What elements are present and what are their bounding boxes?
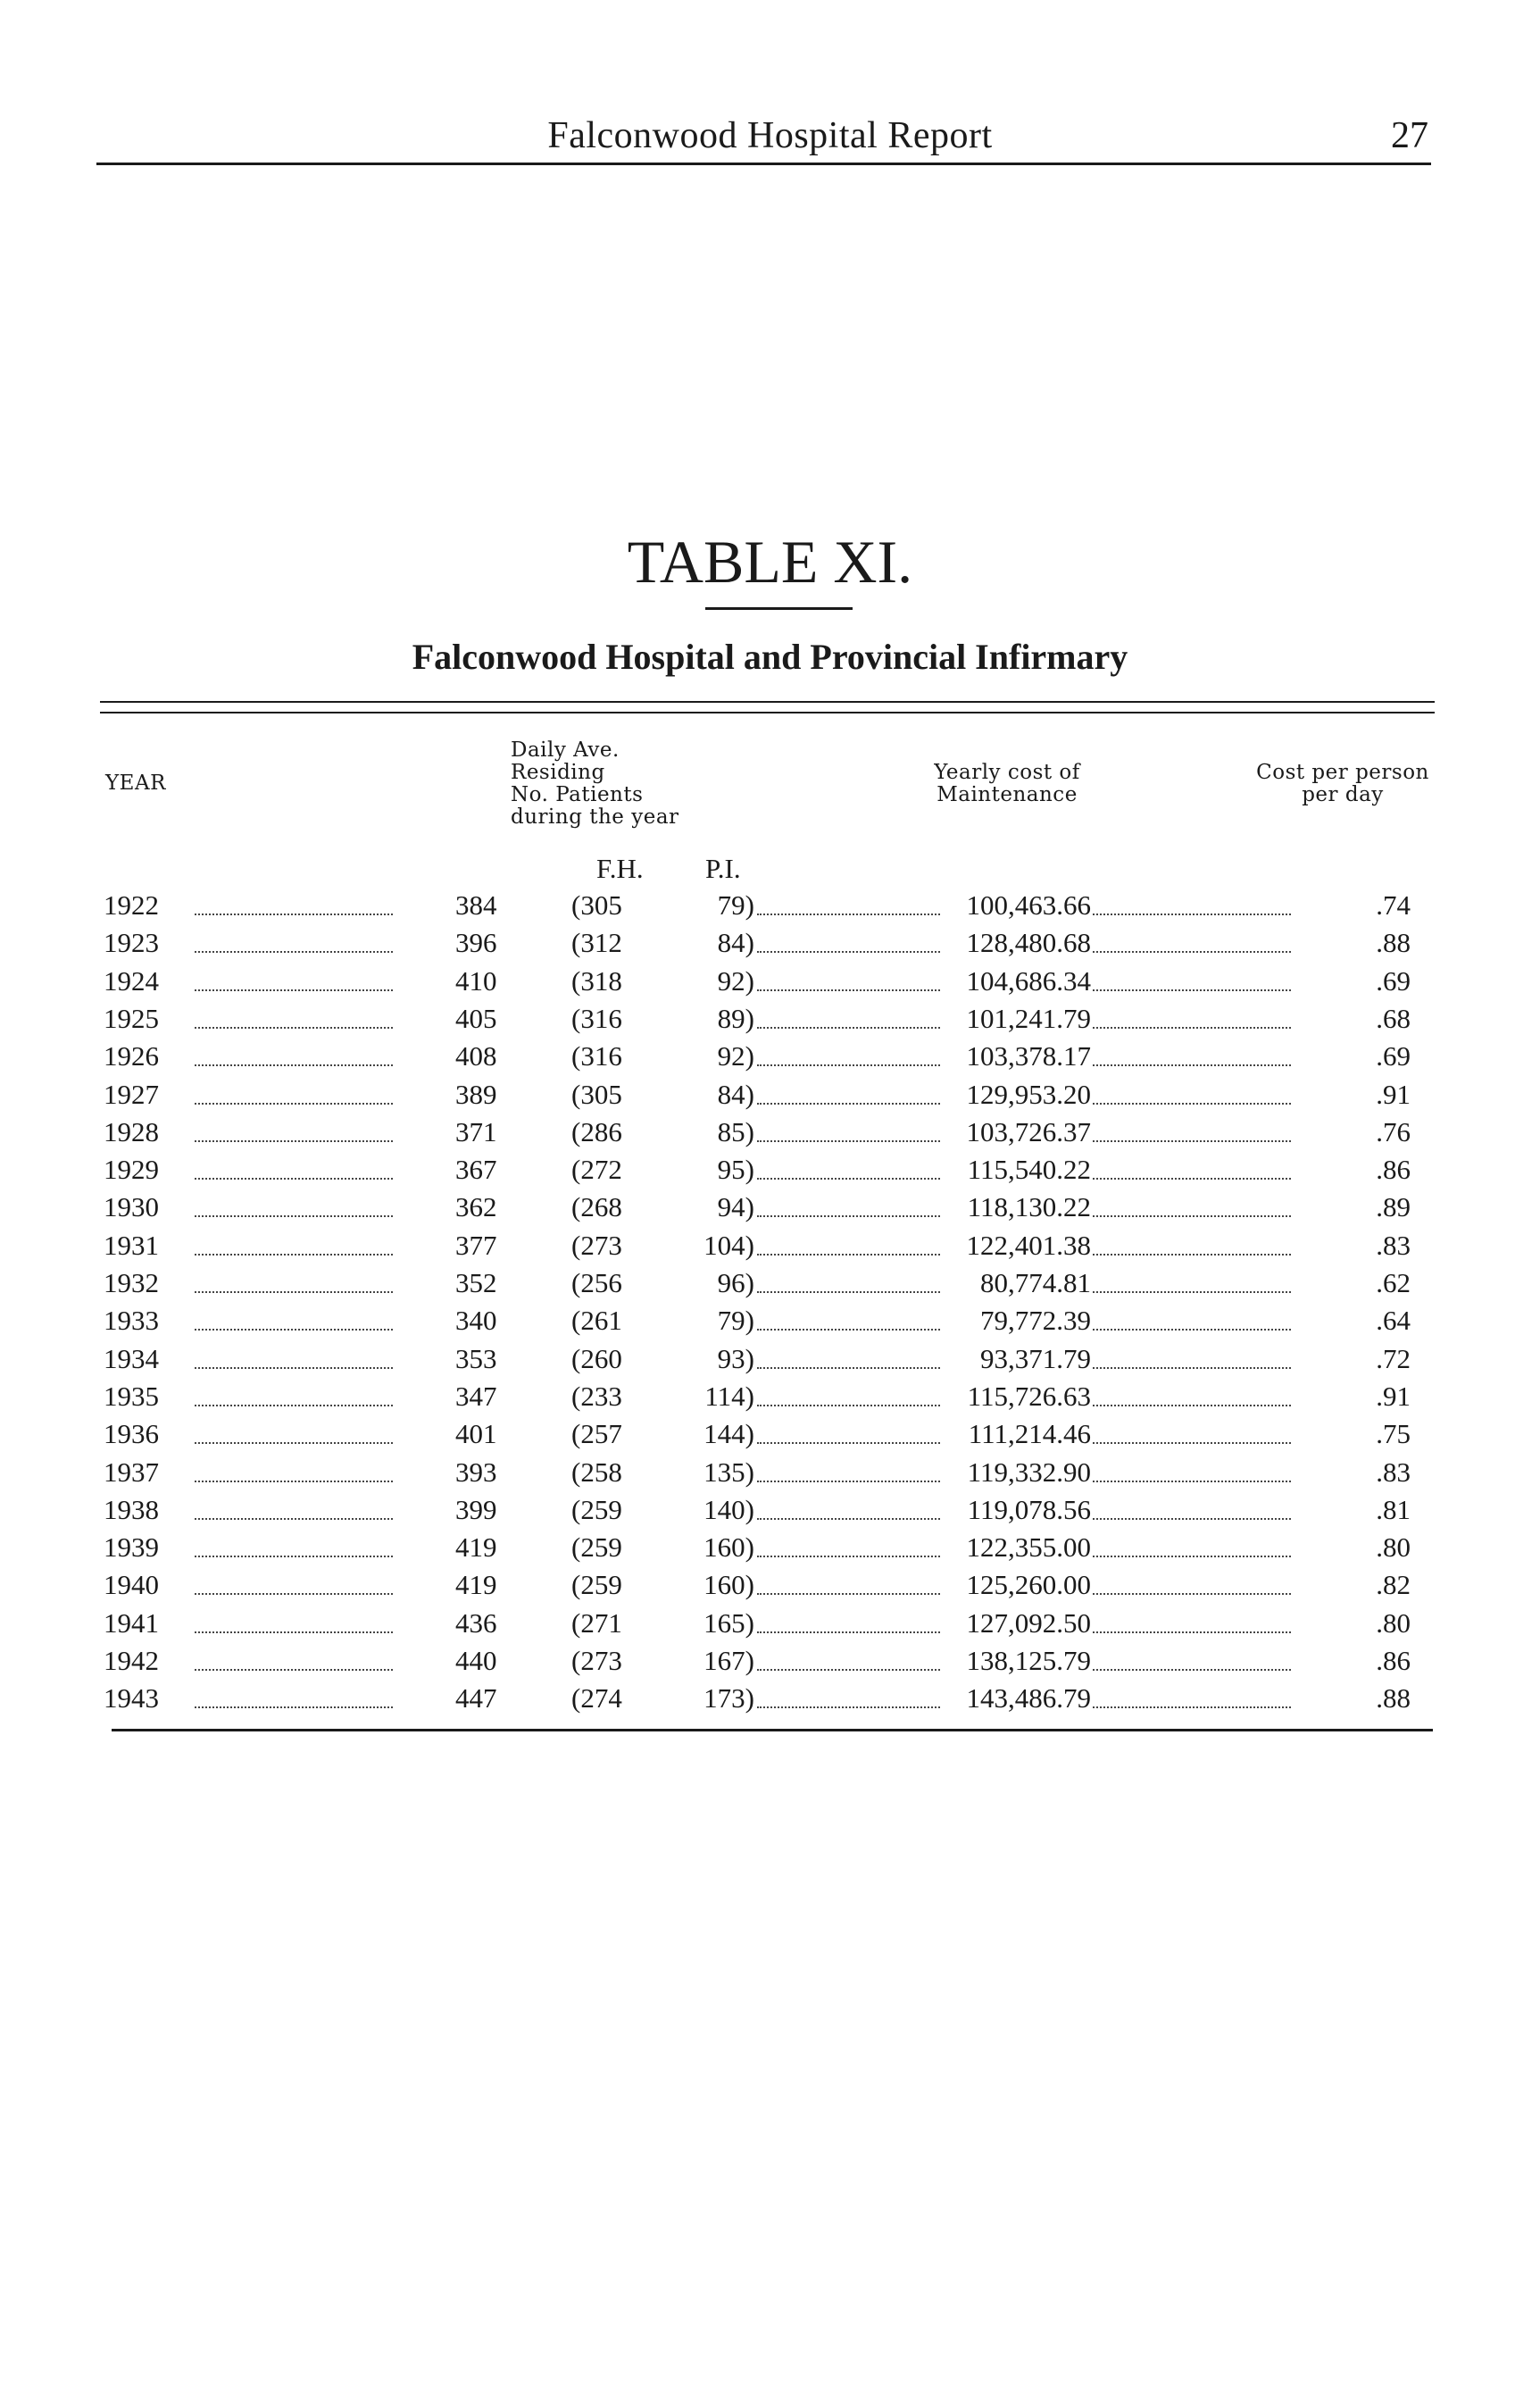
table-row (0, 1114, 1540, 1151)
daily-average-cell: 393 (455, 1456, 497, 1488)
pi-cell: 79) (717, 889, 754, 921)
table-title: TABLE XI. (627, 528, 913, 596)
cost-per-day-cell: .62 (1376, 1267, 1411, 1298)
pi-cell: 84) (717, 1078, 754, 1110)
year-cell: 1923 (104, 927, 159, 959)
yearly-cost-cell: 79,772.39 (980, 1305, 1091, 1337)
pi-cell: 94) (717, 1191, 754, 1223)
yearly-cost-cell: 119,078.56 (967, 1493, 1091, 1525)
table-row (0, 924, 1540, 962)
daily-average-cell: 419 (455, 1531, 497, 1564)
fh-cell: (312 (571, 927, 622, 959)
table-row (0, 1605, 1540, 1642)
column-header-line: No. Patients (511, 783, 644, 806)
daily-average-cell: 399 (455, 1493, 497, 1525)
column-header-line: Cost per person (1256, 761, 1429, 784)
dot-leader (757, 1605, 940, 1633)
daily-average-cell: 352 (455, 1267, 497, 1298)
dot-leader (757, 1189, 940, 1217)
dot-leader (195, 924, 393, 953)
column-header-line: Maintenance (936, 783, 1078, 806)
pi-cell: 93) (717, 1342, 754, 1374)
dot-leader (1093, 1076, 1291, 1105)
yearly-cost-cell: 118,130.22 (967, 1191, 1091, 1223)
year-cell: 1934 (104, 1342, 159, 1374)
pi-cell: 140) (703, 1493, 754, 1525)
daily-average-cell: 347 (455, 1380, 497, 1412)
dot-leader (1093, 1378, 1291, 1406)
dot-leader (195, 1151, 393, 1180)
year-cell: 1922 (104, 889, 159, 921)
dot-leader (1093, 887, 1291, 915)
dot-leader (757, 1151, 940, 1180)
title-rule (705, 607, 853, 610)
year-cell: 1931 (104, 1229, 159, 1261)
year-cell: 1938 (104, 1493, 159, 1525)
dot-leader (757, 1566, 940, 1595)
year-cell: 1941 (104, 1606, 159, 1639)
dot-leader (757, 1302, 940, 1331)
dot-leader (1093, 1566, 1291, 1595)
cost-per-day-cell: .81 (1376, 1493, 1411, 1525)
pi-cell: 114) (704, 1380, 754, 1412)
fh-cell: (286 (571, 1115, 622, 1147)
dot-leader (195, 1227, 393, 1256)
pi-cell: 104) (703, 1229, 754, 1261)
cost-per-day-cell: .86 (1376, 1645, 1411, 1676)
dot-leader (757, 887, 940, 915)
dot-leader (195, 1454, 393, 1482)
fh-cell: (316 (571, 1002, 622, 1034)
yearly-cost-cell: 122,401.38 (966, 1229, 1091, 1261)
sub-header-pi: P.I. (705, 853, 741, 884)
dot-leader (757, 1076, 940, 1105)
year-cell: 1926 (104, 1040, 159, 1072)
dot-leader (195, 1378, 393, 1406)
dot-leader (195, 887, 393, 915)
year-cell: 1928 (104, 1115, 159, 1147)
table-row (0, 1340, 1540, 1378)
year-cell: 1933 (104, 1305, 159, 1337)
cost-per-day-cell: .88 (1376, 1682, 1411, 1714)
dot-leader (1093, 1529, 1291, 1557)
dot-leader (195, 963, 393, 991)
daily-average-cell: 419 (455, 1569, 497, 1601)
column-header-line: Yearly cost of (934, 761, 1080, 784)
year-cell: 1927 (104, 1078, 159, 1110)
cost-per-day-cell: .68 (1376, 1002, 1411, 1034)
table-row (0, 1378, 1540, 1415)
daily-average-cell: 371 (455, 1115, 497, 1147)
fh-cell: (273 (571, 1229, 622, 1261)
fh-cell: (259 (571, 1493, 622, 1525)
fh-cell: (258 (571, 1456, 622, 1488)
table-top-rule (100, 701, 1435, 703)
fh-cell: (271 (571, 1606, 622, 1639)
dot-leader (757, 1378, 940, 1406)
header-rule (96, 163, 1431, 165)
table-row (0, 1566, 1540, 1604)
fh-cell: (256 (571, 1267, 622, 1298)
year-cell: 1942 (104, 1645, 159, 1676)
dot-leader (1093, 1264, 1291, 1293)
dot-leader (757, 1680, 940, 1708)
dot-leader (1093, 1227, 1291, 1256)
cost-per-day-cell: .80 (1376, 1531, 1411, 1564)
daily-average-cell: 408 (455, 1040, 497, 1072)
daily-average-cell: 340 (455, 1305, 497, 1337)
pi-cell: 95) (717, 1154, 754, 1186)
dot-leader (1093, 1151, 1291, 1180)
table-row (0, 1076, 1540, 1114)
year-cell: 1937 (104, 1456, 159, 1488)
pi-cell: 79) (717, 1305, 754, 1337)
yearly-cost-cell: 111,214.46 (968, 1418, 1091, 1450)
pi-cell: 167) (703, 1645, 754, 1676)
pi-cell: 165) (703, 1606, 754, 1639)
daily-average-cell: 367 (455, 1154, 497, 1186)
table-row (0, 1227, 1540, 1264)
yearly-cost-cell: 128,480.68 (966, 927, 1091, 959)
dot-leader (195, 1038, 393, 1066)
table-row (0, 1264, 1540, 1302)
dot-leader (195, 1189, 393, 1217)
cost-per-day-cell: .83 (1376, 1229, 1411, 1261)
yearly-cost-cell: 138,125.79 (966, 1645, 1091, 1676)
table-row (0, 1680, 1540, 1717)
column-header-yearly-cost (909, 762, 1105, 806)
table-row (0, 1038, 1540, 1075)
daily-average-cell: 362 (455, 1191, 497, 1223)
dot-leader (195, 1605, 393, 1633)
pi-cell: 89) (717, 1002, 754, 1034)
column-header-line: during the year (511, 805, 679, 829)
yearly-cost-cell: 127,092.50 (966, 1606, 1091, 1639)
column-header-line: per day (1302, 783, 1384, 806)
cost-per-day-cell: .88 (1376, 927, 1411, 959)
dot-leader (1093, 1454, 1291, 1482)
dot-leader (757, 1114, 940, 1142)
dot-leader (1093, 1038, 1291, 1066)
daily-average-cell: 396 (455, 927, 497, 959)
year-cell: 1932 (104, 1267, 159, 1298)
dot-leader (1093, 1302, 1291, 1331)
dot-leader (1093, 1680, 1291, 1708)
column-header-daily-average (511, 739, 679, 829)
pi-cell: 92) (717, 964, 754, 997)
table-row (0, 1189, 1540, 1226)
dot-leader (1093, 1340, 1291, 1369)
yearly-cost-cell: 100,463.66 (966, 889, 1091, 921)
table-subtitle: Falconwood Hospital and Provincial Infirmary (412, 637, 1128, 677)
sub-header-fh: F.H. (596, 853, 644, 884)
running-header: Falconwood Hospital Report (547, 115, 993, 156)
table-bottom-rule (112, 1729, 1433, 1731)
fh-cell: (274 (571, 1682, 622, 1714)
dot-leader (757, 1340, 940, 1369)
table-row (0, 1454, 1540, 1491)
dot-leader (1093, 1189, 1291, 1217)
table-row (0, 1151, 1540, 1189)
year-cell: 1939 (104, 1531, 159, 1564)
yearly-cost-cell: 80,774.81 (980, 1267, 1091, 1298)
yearly-cost-cell: 93,371.79 (980, 1342, 1091, 1374)
dot-leader (195, 1000, 393, 1029)
dot-leader (1093, 1415, 1291, 1444)
dot-leader (757, 1000, 940, 1029)
pi-cell: 160) (703, 1569, 754, 1601)
dot-leader (195, 1340, 393, 1369)
dot-leader (757, 1227, 940, 1256)
daily-average-cell: 377 (455, 1229, 497, 1261)
dot-leader (195, 1566, 393, 1595)
yearly-cost-cell: 115,726.63 (967, 1380, 1091, 1412)
dot-leader (757, 1264, 940, 1293)
dot-leader (757, 1642, 940, 1671)
column-header-line: Daily Ave. (511, 738, 620, 762)
pi-cell: 84) (717, 927, 754, 959)
dot-leader (757, 1038, 940, 1066)
fh-cell: (273 (571, 1645, 622, 1676)
fh-cell: (233 (571, 1380, 622, 1412)
dot-leader (195, 1642, 393, 1671)
dot-leader (757, 1415, 940, 1444)
cost-per-day-cell: .82 (1376, 1569, 1411, 1601)
dot-leader (195, 1491, 393, 1520)
cost-per-day-cell: .69 (1376, 964, 1411, 997)
year-cell: 1940 (104, 1569, 159, 1601)
cost-per-day-cell: .76 (1376, 1115, 1411, 1147)
fh-cell: (257 (571, 1418, 622, 1450)
dot-leader (757, 924, 940, 953)
table-row (0, 1415, 1540, 1453)
table-top-rule-inner (100, 712, 1435, 713)
pi-cell: 173) (703, 1682, 754, 1714)
column-header-line: Residing (511, 761, 605, 784)
dot-leader (1093, 1114, 1291, 1142)
cost-per-day-cell: .83 (1376, 1456, 1411, 1488)
table-row (0, 1529, 1540, 1566)
daily-average-cell: 353 (455, 1342, 497, 1374)
dot-leader (1093, 1605, 1291, 1633)
dot-leader (757, 1454, 940, 1482)
pi-cell: 160) (703, 1531, 754, 1564)
pi-cell: 135) (703, 1456, 754, 1488)
table-row (0, 1302, 1540, 1339)
cost-per-day-cell: .91 (1376, 1078, 1411, 1110)
fh-cell: (305 (571, 1078, 622, 1110)
dot-leader (757, 1529, 940, 1557)
dot-leader (195, 1076, 393, 1105)
daily-average-cell: 384 (455, 889, 497, 921)
table-row (0, 963, 1540, 1000)
fh-cell: (272 (571, 1154, 622, 1186)
yearly-cost-cell: 119,332.90 (967, 1456, 1091, 1488)
fh-cell: (318 (571, 964, 622, 997)
dot-leader (757, 1491, 940, 1520)
yearly-cost-cell: 115,540.22 (967, 1154, 1091, 1186)
table-row (0, 887, 1540, 924)
daily-average-cell: 410 (455, 964, 497, 997)
dot-leader (195, 1264, 393, 1293)
daily-average-cell: 440 (455, 1645, 497, 1676)
yearly-cost-cell: 103,726.37 (966, 1115, 1091, 1147)
table-row (0, 1000, 1540, 1038)
daily-average-cell: 401 (455, 1418, 497, 1450)
yearly-cost-cell: 125,260.00 (966, 1569, 1091, 1601)
pi-cell: 144) (703, 1418, 754, 1450)
year-cell: 1924 (104, 964, 159, 997)
dot-leader (1093, 1000, 1291, 1029)
daily-average-cell: 405 (455, 1002, 497, 1034)
cost-per-day-cell: .72 (1376, 1342, 1411, 1374)
table-row (0, 1642, 1540, 1680)
year-cell: 1929 (104, 1154, 159, 1186)
dot-leader (1093, 963, 1291, 991)
yearly-cost-cell: 122,355.00 (966, 1531, 1091, 1564)
pi-cell: 85) (717, 1115, 754, 1147)
dot-leader (195, 1415, 393, 1444)
year-cell: 1936 (104, 1418, 159, 1450)
yearly-cost-cell: 103,378.17 (966, 1040, 1091, 1072)
yearly-cost-cell: 104,686.34 (966, 964, 1091, 997)
dot-leader (195, 1680, 393, 1708)
year-cell: 1943 (104, 1682, 159, 1714)
pi-cell: 92) (717, 1040, 754, 1072)
year-cell: 1930 (104, 1191, 159, 1223)
yearly-cost-cell: 143,486.79 (966, 1682, 1091, 1714)
yearly-cost-cell: 129,953.20 (966, 1078, 1091, 1110)
fh-cell: (268 (571, 1191, 622, 1223)
column-header-cost-per-day (1248, 762, 1437, 806)
cost-per-day-cell: .89 (1376, 1191, 1411, 1223)
cost-per-day-cell: .86 (1376, 1154, 1411, 1186)
daily-average-cell: 447 (455, 1682, 497, 1714)
column-header-year: YEAR (105, 772, 166, 795)
dot-leader (757, 963, 940, 991)
dot-leader (195, 1114, 393, 1142)
year-cell: 1935 (104, 1380, 159, 1412)
table-row (0, 1491, 1540, 1529)
pi-cell: 96) (717, 1267, 754, 1298)
cost-per-day-cell: .74 (1376, 889, 1411, 921)
dot-leader (195, 1529, 393, 1557)
cost-per-day-cell: .75 (1376, 1418, 1411, 1450)
fh-cell: (261 (571, 1305, 622, 1337)
dot-leader (1093, 1642, 1291, 1671)
year-cell: 1925 (104, 1002, 159, 1034)
cost-per-day-cell: .80 (1376, 1606, 1411, 1639)
fh-cell: (259 (571, 1531, 622, 1564)
daily-average-cell: 389 (455, 1078, 497, 1110)
cost-per-day-cell: .64 (1376, 1305, 1411, 1337)
daily-average-cell: 436 (455, 1606, 497, 1639)
fh-cell: (316 (571, 1040, 622, 1072)
fh-cell: (260 (571, 1342, 622, 1374)
yearly-cost-cell: 101,241.79 (966, 1002, 1091, 1034)
fh-cell: (305 (571, 889, 622, 921)
cost-per-day-cell: .69 (1376, 1040, 1411, 1072)
cost-per-day-cell: .91 (1376, 1380, 1411, 1412)
dot-leader (1093, 1491, 1291, 1520)
dot-leader (1093, 924, 1291, 953)
dot-leader (195, 1302, 393, 1331)
fh-cell: (259 (571, 1569, 622, 1601)
page-number: 27 (1391, 115, 1428, 156)
